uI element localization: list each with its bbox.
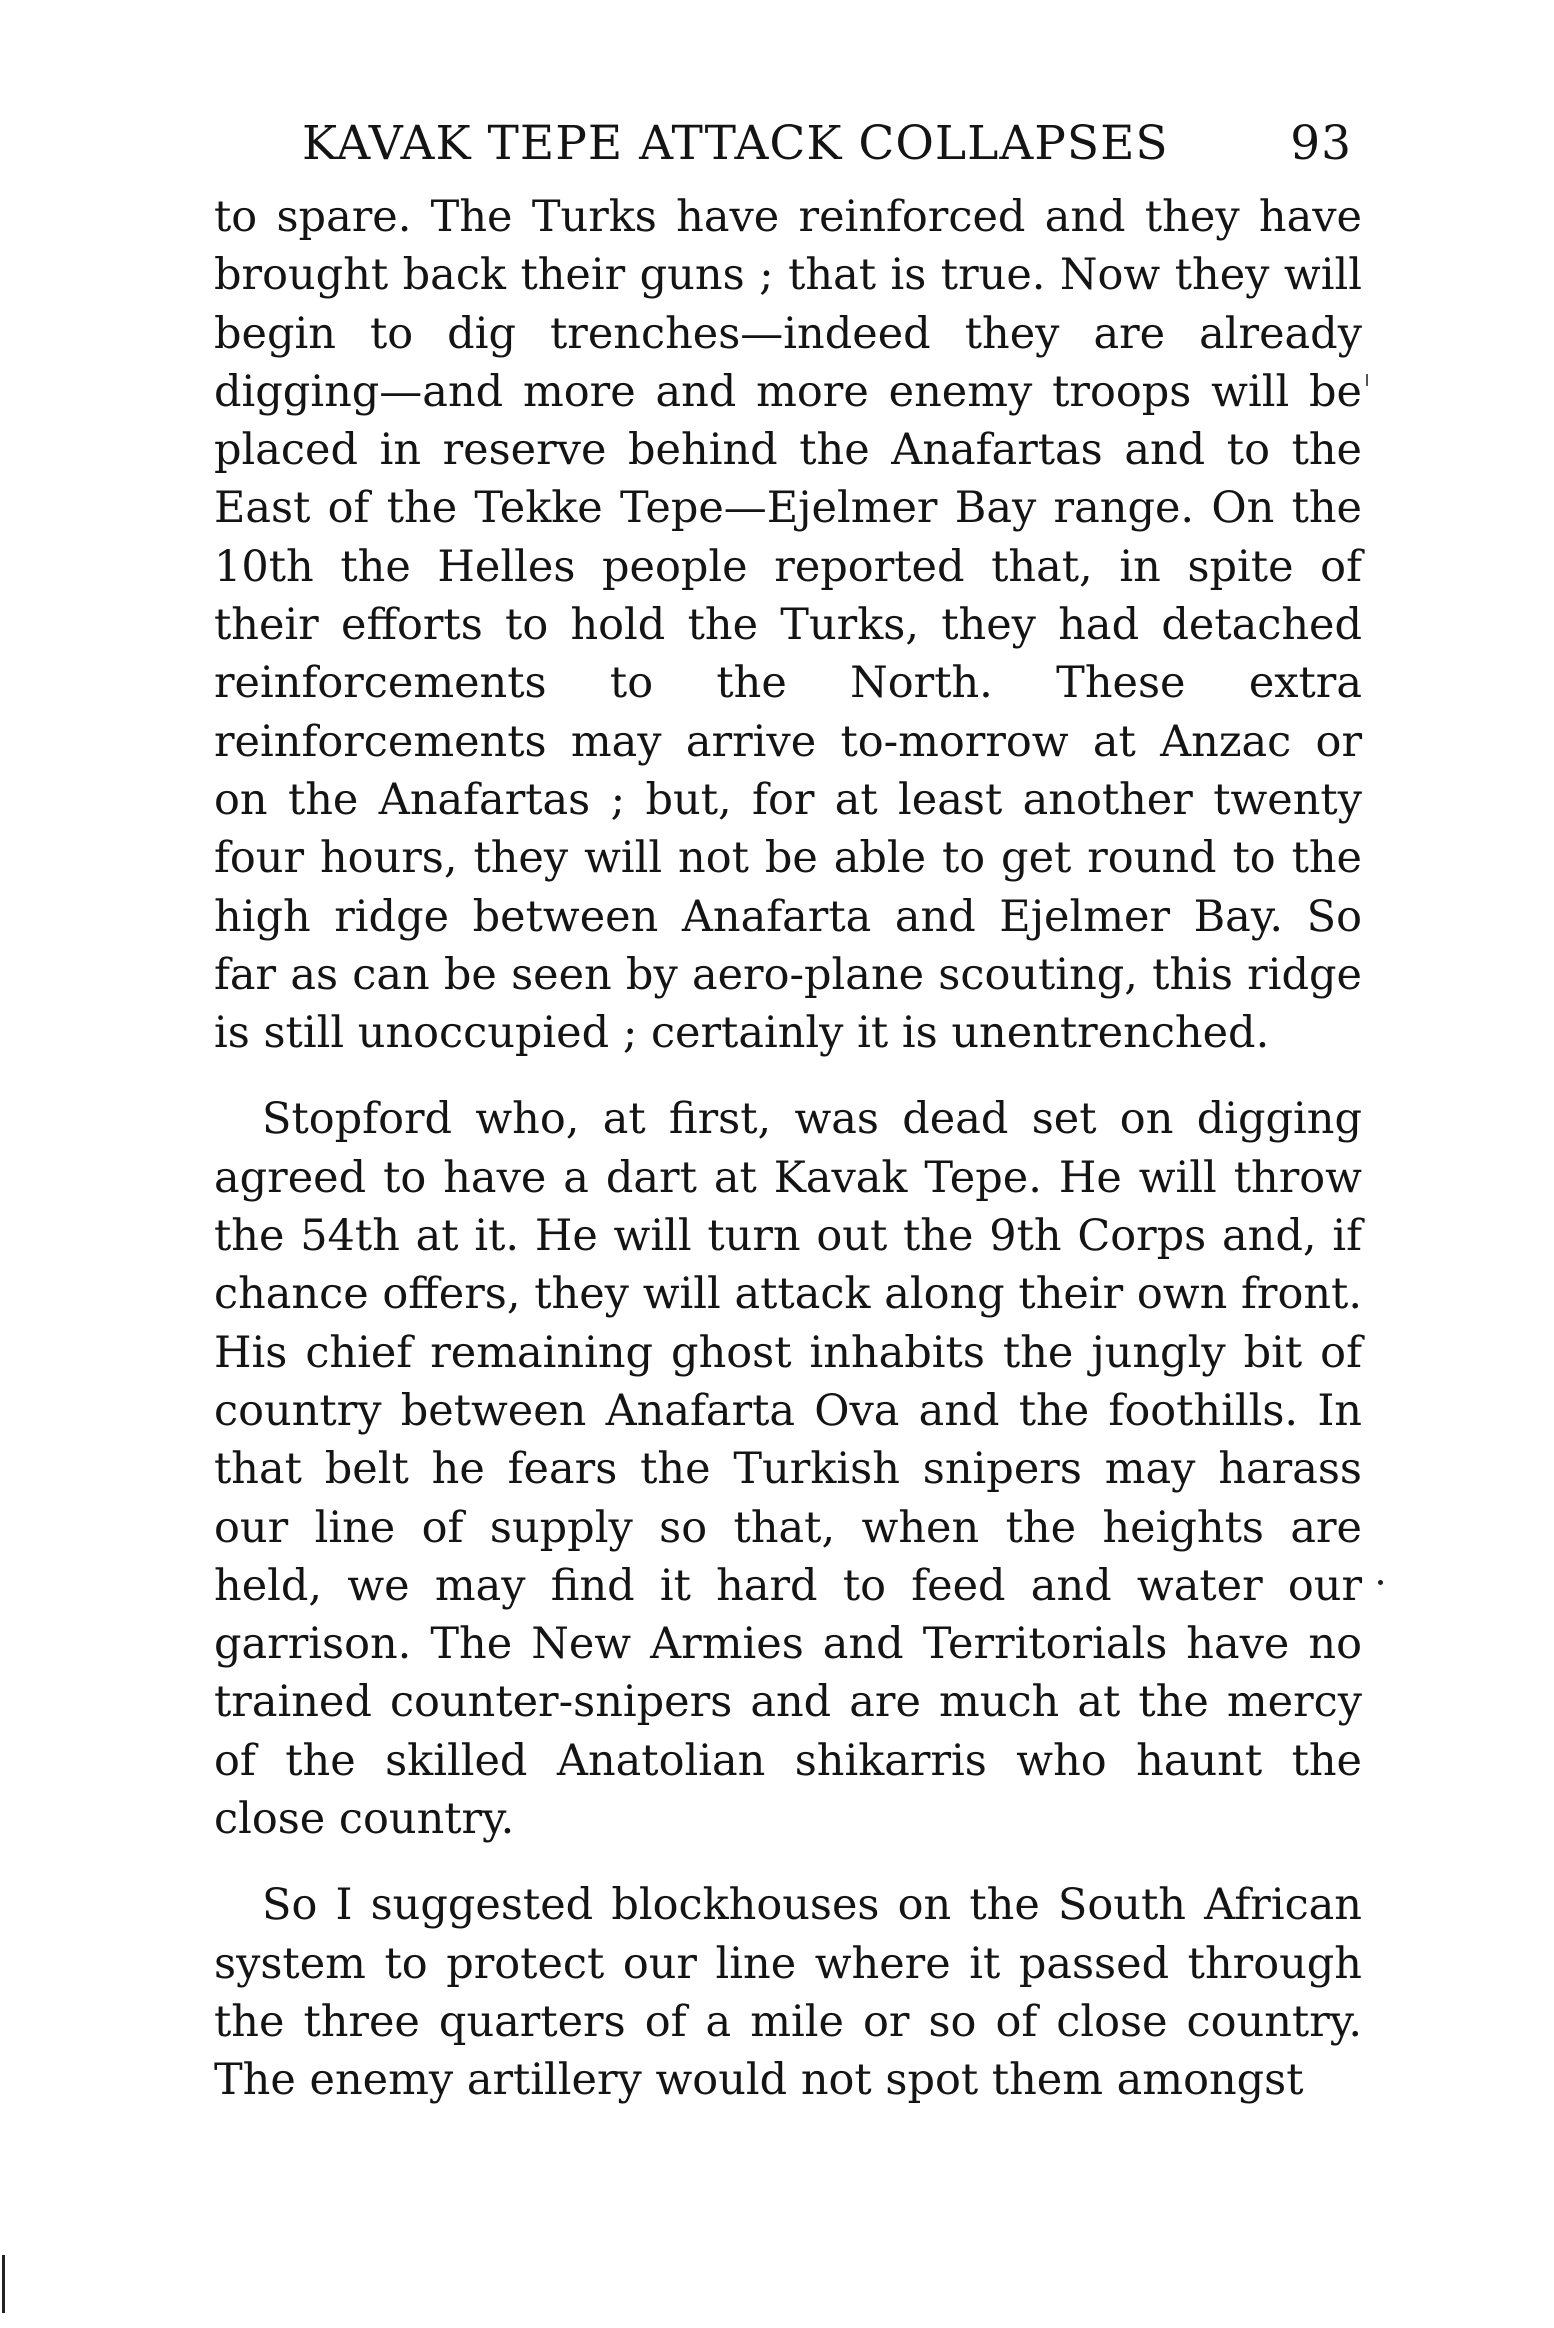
- margin-dot: [1378, 1580, 1383, 1585]
- paragraph-continued: to spare. The Turks have reinforced and they have brought back their guns ; that is true. Now they will begin to dig trenches—indeed they are already digging—and more and more enemy troops will be placed in reserve behind the Anafartas and to the East of the Tekke Tepe—Ejelmer Bay range. On the 10th the Helles people reported that, in spite of their efforts to hold the Turks, they had detached reinforcements to the North. These extra reinforcements may arrive to-morrow at Anzac or on the Anafartas ; but, for at least another twenty four hours, they will not be able to get round to the high ridge between Anafarta and Ejelmer Bay. So far as can be seen by aero-plane scouting, this ridge is still unoccupied ; certainly it is unentrenched.: [214, 192, 1362, 1059]
- body-text: [214, 188, 1362, 2110]
- page-number: 93: [1290, 116, 1352, 171]
- paragraph-stopford: Stopford who, at first, was dead set on digging agreed to have a dart at Kavak Tepe. He will throw the 54th at it. He will turn out the 9th Corps and, if chance offers, they will attack along their own front. His chief remaining ghost inhabits the jungly bit of country between Anafarta Ova and the foothills. In that belt he fears the Turkish snipers may harass our line of supply so that, when the heights are held, we may find it hard to feed and water our garrison. The New Armies and Territorials have no trained counter-snipers and are much at the mercy of the skilled Anatolian shikarris who haunt the close country.: [214, 1094, 1362, 1845]
- page-header: [212, 104, 1362, 184]
- margin-speck: [1366, 374, 1368, 386]
- paragraph-blockhouses: So I suggested blockhouses on the South African system to protect our line where it passed through the three quarters of a mile or so of close country. The enemy artillery would not spot them amongst: [214, 1880, 1362, 2106]
- scan-edge-mark: [2, 2255, 5, 2313]
- running-title: KAVAK TEPE ATTACK COLLAPSES: [302, 116, 1169, 171]
